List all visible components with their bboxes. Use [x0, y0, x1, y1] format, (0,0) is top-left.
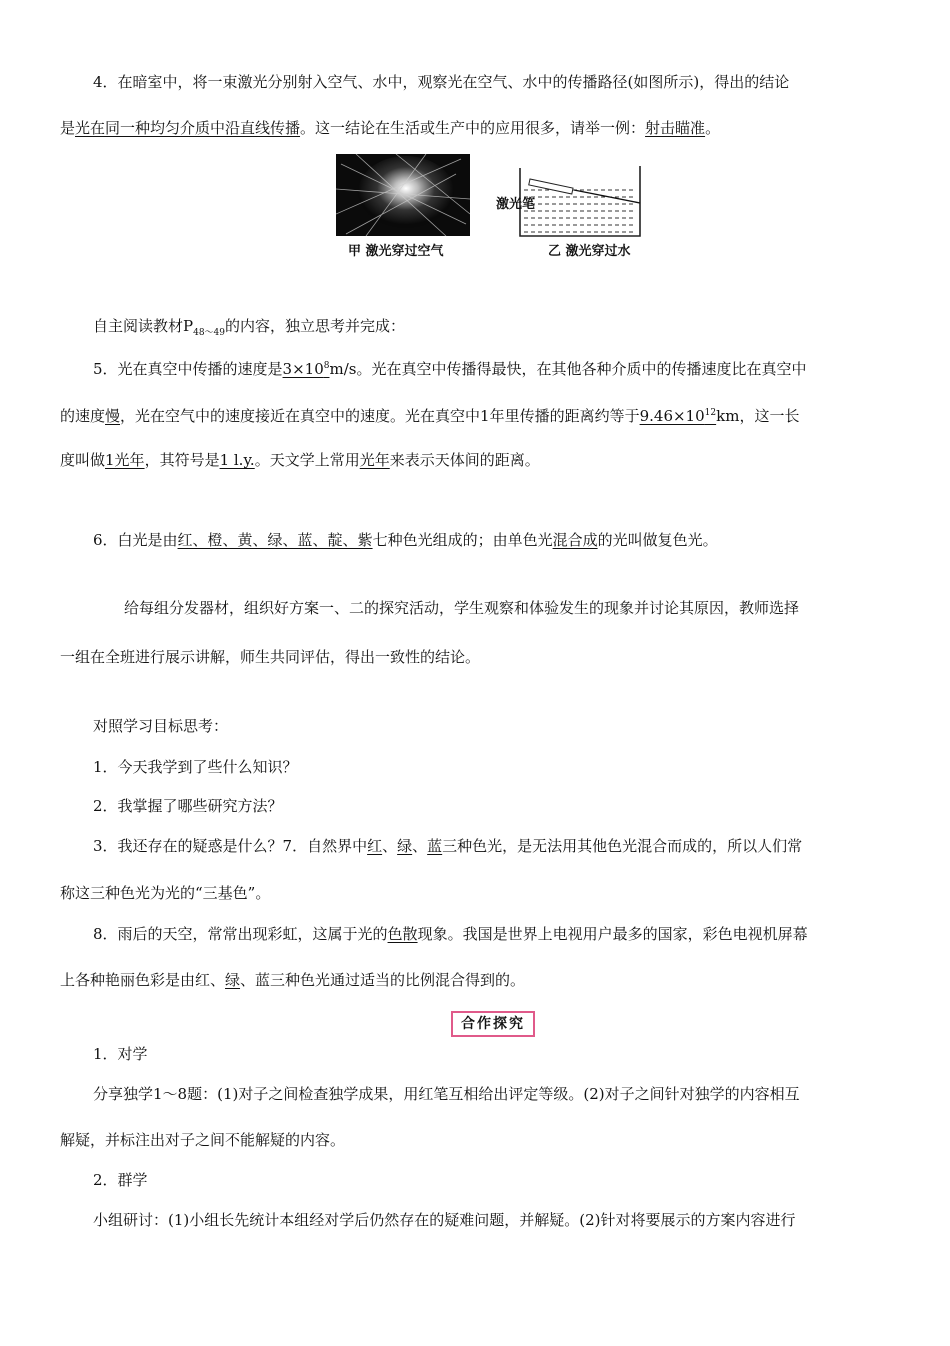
q7-blue-answer: 蓝 [427, 837, 443, 855]
reflect-item-3-text: 3．我还存在的疑惑是什么？7．自然界中 [93, 837, 368, 855]
q6-text: 6．白光是由 [93, 531, 178, 549]
q5-line2 [60, 403, 799, 426]
q8-line2 [60, 970, 525, 990]
q5-text-3-mid: ，其符号是 [144, 451, 220, 469]
q6-mix-answer: 混合成 [552, 531, 598, 549]
q5-text-2-end: ，这一长 [739, 407, 800, 425]
q4-text-end: 。 [705, 119, 721, 137]
q4-line2 [60, 118, 720, 138]
laser-air-photo [336, 154, 470, 236]
q6-colors-answer: 红、橙、黄、绿、蓝、靛、紫 [177, 531, 373, 549]
q5-speed-unit: m/s [329, 360, 357, 378]
q7-red-answer: 红 [367, 837, 383, 855]
q5-slow-answer: 慢 [105, 407, 121, 425]
coop-para-2-line1: 小组研讨：(1)小组长先统计本组经对学后仍然存在的疑难问题，并解疑。(2)针对将要展示的方案内容进行 [93, 1211, 796, 1229]
q5-text: 5．光在真空中传播的速度是 [93, 360, 283, 378]
coop-para-1-line2: 解疑，并标注出对子之间不能解疑的内容。 [60, 1131, 346, 1149]
q4-text-mid: 。这一结论在生活或生产中的应用很多，请举一例： [300, 119, 646, 137]
q5-text-3-end: 来表示天体间的距离。 [389, 451, 540, 469]
q8-text-2: 上各种艳丽色彩是由红、 [60, 971, 226, 989]
q5-text-2-mid: ，光在空气中的速度接近在真空中的速度。光在真空中1年里传播的距离约等于 [120, 407, 640, 425]
sep: 、 [412, 837, 428, 855]
q7-green-answer: 绿 [397, 837, 413, 855]
coop-heading-2: 2．群学 [93, 1171, 148, 1189]
q5-symbol-answer: 1 l.y. [219, 451, 255, 469]
q8-text-post: 现象。我国是世界上电视用户最多的国家，彩色电视机屏幕 [417, 925, 808, 943]
teacher-note-line2: 一组在全班进行展示讲解，师生共同评估，得出一致性的结论。 [60, 648, 481, 666]
reading-instruction [93, 316, 405, 343]
q6-text-mid: 七种色光组成的；由单色光 [372, 531, 553, 549]
sep: 、 [382, 837, 398, 855]
section-tag-cooperative-inquiry: 合作探究 [451, 1011, 535, 1037]
reflect-item-3 [93, 836, 802, 856]
q4-answer-2: 射击瞄准 [645, 119, 706, 137]
q5-distance-unit: km [716, 407, 740, 425]
q5-text-3: 度叫做 [60, 451, 106, 469]
q4-text: 是 [60, 119, 76, 137]
q5-speed-answer: $3\times 10^8$ [282, 360, 330, 378]
q5-line1 [93, 356, 806, 379]
reading-text-post: 的内容，独立思考并完成： [225, 317, 406, 335]
reflect-heading: 对照学习目标思考： [93, 717, 229, 735]
reflect-item-1: 1．今天我学到了些什么知识？ [93, 758, 298, 776]
q8-green-answer: 绿 [225, 971, 241, 989]
q4-line1: 4．在暗室中，将一束激光分别射入空气、水中，观察光在空气、水中的传播路径(如图所示)，得出的结论 [93, 73, 790, 91]
coop-para-1-line1: 分享独学1～8题：(1)对子之间检查独学成果，用红笔互相给出评定等级。(2)对子之间针对独学的内容相互 [93, 1085, 800, 1103]
q5-unit-answer: 1光年 [105, 451, 145, 469]
q8-line1 [93, 924, 808, 944]
reflect-item-3-line2: 称这三种色光为光的“三基色”。 [60, 884, 271, 902]
q8-answer: 色散 [387, 925, 418, 943]
coop-heading-1: 1．对学 [93, 1045, 148, 1063]
reflect-item-3-post: 三种色光，是无法用其他色光混合而成的，所以人们常 [442, 837, 803, 855]
reading-text: 自主阅读教材P [93, 317, 194, 335]
figure-right-caption: 乙 激光穿过水 [548, 244, 631, 259]
page-range: 48～49 [193, 328, 225, 338]
q5-text-2: 的速度 [60, 407, 106, 425]
q5-lightyear-answer: 光年 [359, 451, 390, 469]
q5-text-3-mid2: 。天文学上常用 [254, 451, 360, 469]
q8-text: 8．雨后的天空，常常出现彩虹，这属于光的 [93, 925, 388, 943]
q6-text-end: 的光叫做复色光。 [597, 531, 718, 549]
q8-text-2-post: 、蓝三种色光通过适当的比例混合得到的。 [240, 971, 526, 989]
q5-line3 [60, 450, 540, 470]
q4-answer-1: 光在同一种均匀介质中沿直线传播 [75, 119, 301, 137]
reflect-item-2: 2．我掌握了哪些研究方法？ [93, 797, 283, 815]
laser-pen-label: 激光笔 [496, 197, 536, 212]
q6-line [93, 530, 718, 550]
figure-left-caption: 甲 激光穿过空气 [348, 244, 444, 259]
q5-distance-answer: $9.46\times 10^{12}$ [639, 407, 717, 425]
q5-text-post: 。光在真空中传播得最快，在其他各种介质中的传播速度比在真空中 [356, 360, 807, 378]
teacher-note-line1: 给每组分发器材，组织好方案一、二的探究活动，学生观察和体验发生的现象并讨论其原因，教师选择 [124, 599, 800, 617]
